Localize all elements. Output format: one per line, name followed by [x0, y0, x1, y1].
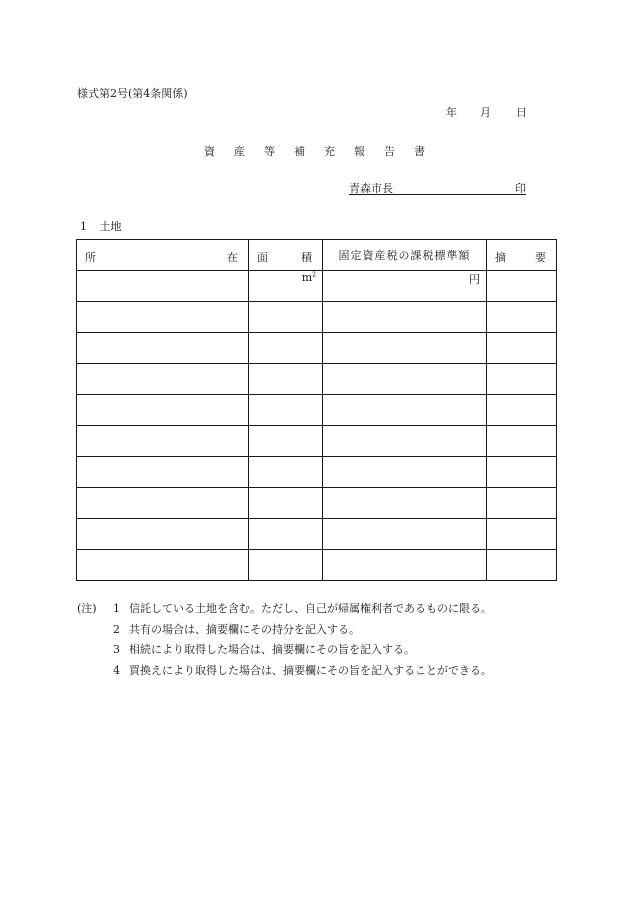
cell-remarks[interactable] — [487, 333, 557, 364]
table-row — [77, 271, 557, 302]
cell-tax-base[interactable] — [323, 364, 487, 395]
cell-location[interactable] — [77, 395, 249, 426]
cell-location[interactable] — [77, 426, 249, 457]
section-heading — [80, 218, 122, 234]
cell-remarks[interactable] — [487, 488, 557, 519]
title-char: 産 — [234, 145, 245, 158]
cell-area[interactable] — [249, 333, 323, 364]
cell-tax-base[interactable] — [323, 488, 487, 519]
land-table — [76, 239, 557, 581]
cell-tax-base[interactable] — [323, 271, 487, 302]
title-char: 告 — [384, 145, 395, 158]
cell-tax-base[interactable] — [323, 519, 487, 550]
cell-location[interactable] — [77, 364, 249, 395]
date-year: 年 — [446, 106, 457, 119]
cell-area[interactable] — [249, 488, 323, 519]
header-tax-base: 固定資産税の課税標準額 — [323, 240, 487, 271]
form-number: 様式第2号(第4条関係) — [77, 87, 188, 100]
cell-tax-base[interactable] — [323, 426, 487, 457]
addressee-line — [349, 180, 526, 195]
cell-area[interactable] — [249, 302, 323, 333]
date-day: 日 — [516, 106, 527, 119]
header-area: 面 積 — [249, 240, 323, 271]
cell-remarks[interactable] — [487, 302, 557, 333]
addressee-mayor: 青森市長 — [349, 182, 393, 195]
title-char: 書 — [414, 145, 425, 158]
title-char: 報 — [354, 145, 365, 158]
cell-area[interactable] — [249, 395, 323, 426]
section-number: 1 — [80, 220, 87, 233]
cell-tax-base[interactable] — [323, 333, 487, 364]
table-row — [77, 519, 557, 550]
seal-mark: 印 — [515, 182, 526, 195]
cell-tax-base[interactable] — [323, 302, 487, 333]
title-char: 充 — [324, 145, 335, 158]
cell-area[interactable] — [249, 457, 323, 488]
table-row — [77, 550, 557, 581]
unit-yen: 円 — [469, 273, 480, 286]
cell-location[interactable] — [77, 488, 249, 519]
cell-remarks[interactable] — [487, 395, 557, 426]
cell-area[interactable] — [249, 550, 323, 581]
section-label: 土地 — [99, 220, 122, 233]
cell-location[interactable] — [77, 519, 249, 550]
cell-location[interactable] — [77, 302, 249, 333]
table-row — [77, 333, 557, 364]
header-remarks: 摘 要 — [487, 240, 557, 271]
cell-location[interactable] — [77, 457, 249, 488]
table-row — [77, 364, 557, 395]
cell-tax-base[interactable] — [323, 550, 487, 581]
cell-location[interactable] — [77, 271, 249, 302]
header-location: 所 在 — [77, 240, 249, 271]
title-char: 補 — [294, 145, 305, 158]
table-row — [77, 488, 557, 519]
cell-remarks[interactable] — [487, 550, 557, 581]
title-char: 資 — [204, 145, 215, 158]
title-char: 等 — [264, 145, 275, 158]
table-header-row — [77, 240, 557, 271]
cell-location[interactable] — [77, 550, 249, 581]
cell-area[interactable] — [249, 271, 323, 302]
cell-location[interactable] — [77, 333, 249, 364]
unit-area: m — [301, 271, 313, 284]
cell-remarks[interactable] — [487, 426, 557, 457]
table-row — [77, 457, 557, 488]
cell-tax-base[interactable] — [323, 395, 487, 426]
cell-remarks[interactable] — [487, 519, 557, 550]
cell-tax-base[interactable] — [323, 457, 487, 488]
cell-area[interactable] — [249, 519, 323, 550]
cell-remarks[interactable] — [487, 271, 557, 302]
notes-lead: (注) — [77, 602, 97, 615]
table-row — [77, 426, 557, 457]
unit-area-sup: 2 — [312, 271, 316, 279]
cell-area[interactable] — [249, 426, 323, 457]
cell-area[interactable] — [249, 364, 323, 395]
cell-remarks[interactable] — [487, 457, 557, 488]
cell-remarks[interactable] — [487, 364, 557, 395]
table-row — [77, 302, 557, 333]
date-month: 月 — [480, 106, 491, 119]
table-row — [77, 395, 557, 426]
